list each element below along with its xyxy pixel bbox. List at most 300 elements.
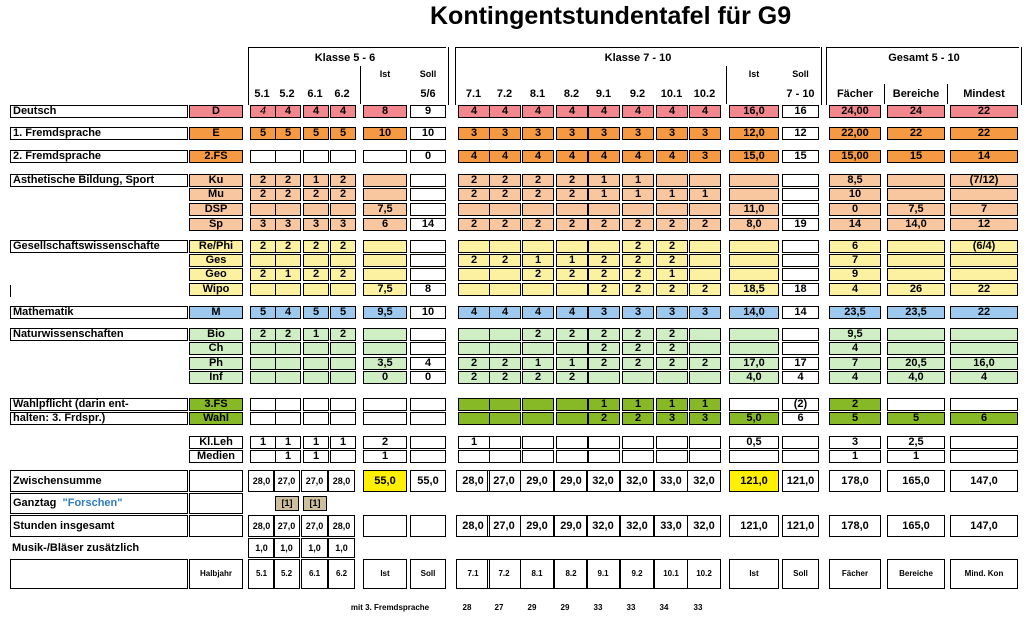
grade-cell-710: 2 (588, 268, 620, 281)
ist-56-cell (363, 174, 407, 187)
ganztag-label (10, 493, 188, 514)
grade-cell-710 (588, 203, 620, 216)
header-grade-56: 5.2 (279, 88, 295, 100)
soll-710-cell: 4 (782, 371, 819, 384)
grade-cell-710: 2 (588, 283, 620, 296)
header-grade-710: 9.2 (629, 88, 646, 100)
mindest-cell (950, 398, 1018, 411)
grade-cell-710: 2 (489, 357, 521, 370)
grid-line (448, 47, 449, 105)
grade-cell-710: 2 (489, 218, 521, 231)
soll-710-cell (782, 436, 819, 449)
grade-cell-56 (330, 342, 356, 355)
footer-grade-710: 10.1 (654, 559, 688, 589)
stunden-710: 32,0 (620, 515, 654, 537)
faecher-cell: 9,5 (829, 328, 881, 341)
grade-cell-56 (330, 254, 356, 267)
soll-56-cell (410, 254, 446, 267)
ist-56-cell (363, 412, 407, 425)
header-faecher: Fächer (836, 88, 874, 100)
zwischensumme-mindest: 147,0 (950, 470, 1018, 492)
ist-710-cell (729, 268, 779, 281)
grade-cell-56 (250, 371, 276, 384)
stunden-mindest: 147,0 (950, 515, 1018, 537)
musik-56: 1,0 (301, 538, 328, 558)
bereiche-cell (887, 342, 945, 355)
bereiche-cell: 4,0 (887, 371, 945, 384)
zwischensumme-710: 32,0 (687, 470, 721, 492)
footer-grade-710: 9.2 (620, 559, 654, 589)
grade-cell-710: 2 (458, 188, 490, 201)
stunden-710: 29,0 (554, 515, 588, 537)
bereiche-cell: 24 (887, 105, 945, 118)
grade-cell-710: 3 (656, 412, 688, 425)
soll-56-cell: 10 (410, 127, 446, 140)
grade-cell-710 (689, 174, 721, 187)
soll-56-cell (410, 328, 446, 341)
grade-cell-710: 1 (588, 174, 620, 187)
grade-cell-710: 2 (522, 188, 554, 201)
grade-cell-56: 2 (275, 174, 301, 187)
mindest-cell (950, 254, 1018, 267)
soll-56-cell (410, 412, 446, 425)
grade-cell-710 (489, 328, 521, 341)
grade-cell-56 (303, 398, 329, 411)
ist-56-cell (363, 342, 407, 355)
footer-grade-710: 10.2 (687, 559, 721, 589)
grade-cell-710 (556, 240, 588, 253)
mindest-cell (950, 450, 1018, 463)
soll-56-cell (410, 398, 446, 411)
soll-710-cell (782, 342, 819, 355)
grade-cell-56: 1 (330, 436, 356, 449)
grade-cell-56: 2 (250, 328, 276, 341)
stunden-710: 27,0 (487, 515, 521, 537)
subject-code: Inf (189, 371, 243, 384)
ist-56-cell (363, 254, 407, 267)
grade-cell-710: 4 (689, 105, 721, 118)
subject-code: Kl.Leh (189, 436, 243, 449)
soll-56-cell: 8 (410, 283, 446, 296)
grade-cell-56 (330, 203, 356, 216)
ist-56-cell (363, 240, 407, 253)
grade-cell-710 (522, 398, 554, 411)
grade-cell-56 (250, 412, 276, 425)
ganztag-56 (330, 496, 354, 511)
grade-cell-710 (689, 450, 721, 463)
grade-cell-710: 4 (656, 105, 688, 118)
faecher-cell: 1 (829, 450, 881, 463)
grade-cell-710: 1 (556, 254, 588, 267)
footer-soll-710: Soll (782, 559, 819, 589)
grade-cell-56 (275, 254, 301, 267)
grade-cell-710: 2 (656, 357, 688, 370)
soll-56-cell (410, 203, 446, 216)
grade-cell-710 (556, 342, 588, 355)
grade-cell-56: 3 (275, 218, 301, 231)
mindest-cell: 22 (950, 127, 1018, 140)
grade-cell-710: 2 (656, 254, 688, 267)
ist-710-cell (729, 188, 779, 201)
ist-56-cell (363, 268, 407, 281)
faecher-cell: 4 (829, 283, 881, 296)
faecher-cell: 0 (829, 203, 881, 216)
ist-710-cell: 0,5 (729, 436, 779, 449)
grade-cell-710: 2 (489, 188, 521, 201)
stunden-710: 32,0 (687, 515, 721, 537)
grade-cell-710: 3 (522, 127, 554, 140)
soll-710-cell (782, 254, 819, 267)
grade-cell-710 (588, 240, 620, 253)
mindest-cell: 14 (950, 150, 1018, 163)
grade-cell-710 (522, 240, 554, 253)
bottom-note-value: 28 (462, 603, 472, 612)
footer-soll-56: Soll (410, 559, 446, 589)
ist-56-cell: 10 (363, 127, 407, 140)
zwischensumme-710: 29,0 (554, 470, 588, 492)
grade-cell-710: 1 (556, 357, 588, 370)
bereiche-cell: 1 (887, 450, 945, 463)
zwischensumme-bereiche: 165,0 (887, 470, 945, 492)
grade-cell-710: 1 (622, 398, 654, 411)
bottom-note-value: 27 (494, 603, 504, 612)
grade-cell-56: 1 (275, 268, 301, 281)
grade-cell-710: 2 (489, 254, 521, 267)
bereiche-cell (887, 398, 945, 411)
ist-710-cell (729, 328, 779, 341)
grade-cell-710: 1 (588, 398, 620, 411)
faecher-cell: 23,5 (829, 306, 881, 319)
ganztag-56: [1] (303, 496, 327, 511)
grade-cell-56: 1 (275, 450, 301, 463)
zwischensumme-faecher: 178,0 (829, 470, 881, 492)
grade-cell-710: 4 (588, 150, 620, 163)
grade-cell-710 (522, 412, 554, 425)
footer-grade-710: 7.1 (456, 559, 490, 589)
soll-56-cell (410, 450, 446, 463)
footer-grade-56: 6.1 (301, 559, 328, 589)
grade-cell-710 (556, 283, 588, 296)
grade-cell-56 (303, 342, 329, 355)
ist-710-cell (729, 450, 779, 463)
soll-710-cell (782, 174, 819, 187)
bottom-note-value: 33 (593, 603, 603, 612)
grid-line (947, 84, 948, 104)
mindest-cell (950, 188, 1018, 201)
grade-cell-710 (522, 436, 554, 449)
grade-cell-56 (330, 398, 356, 411)
grade-cell-56 (250, 150, 276, 163)
grade-cell-710 (588, 371, 620, 384)
footer-grade-710: 8.2 (554, 559, 588, 589)
grade-cell-710: 2 (458, 174, 490, 187)
grade-cell-56: 2 (275, 188, 301, 201)
musik-56: 1,0 (273, 538, 300, 558)
grade-cell-56: 2 (330, 188, 356, 201)
grade-cell-710: 4 (458, 306, 490, 319)
zwischensumme-710: 28,0 (456, 470, 490, 492)
faecher-cell: 14 (829, 218, 881, 231)
grade-cell-710: 2 (656, 328, 688, 341)
stunden-56: 28,0 (328, 515, 355, 537)
grade-cell-710: 2 (458, 218, 490, 231)
grade-cell-710: 1 (656, 398, 688, 411)
faecher-cell: 7 (829, 254, 881, 267)
grade-cell-710 (489, 450, 521, 463)
grade-cell-56 (250, 254, 276, 267)
header-grade-710: 7.2 (496, 88, 513, 100)
header-bereiche: Bereiche (892, 88, 940, 100)
ist-56-cell (363, 188, 407, 201)
grade-cell-710: 2 (622, 283, 654, 296)
zwischensumme-soll-56: 55,0 (410, 470, 446, 492)
zwischensumme-56: 28,0 (328, 470, 355, 492)
soll-710-cell: 16 (782, 105, 819, 118)
faecher-cell: 4 (829, 342, 881, 355)
subject-category: Wahlpflicht (darin ent- (10, 398, 188, 411)
grade-cell-56: 1 (250, 436, 276, 449)
faecher-cell: 7 (829, 357, 881, 370)
grade-cell-56 (330, 357, 356, 370)
grade-cell-710: 2 (622, 240, 654, 253)
grade-cell-710: 4 (556, 150, 588, 163)
footer-grade-56: 5.2 (273, 559, 300, 589)
grade-cell-56 (250, 342, 276, 355)
grade-cell-710 (689, 342, 721, 355)
stunden-soll-710: 121,0 (782, 515, 819, 537)
ist-56-cell: 2 (363, 436, 407, 449)
grade-cell-710: 2 (458, 371, 490, 384)
ganztag-text: Ganztag (13, 497, 57, 509)
mindest-cell: (6/4) (950, 240, 1018, 253)
bereiche-cell: 15 (887, 150, 945, 163)
grade-cell-710 (556, 203, 588, 216)
bottom-note-value: 33 (626, 603, 636, 612)
mindest-cell: (7/12) (950, 174, 1018, 187)
grade-cell-56 (275, 203, 301, 216)
grade-cell-56 (303, 357, 329, 370)
ist-56-cell: 3,5 (363, 357, 407, 370)
soll-710-cell (782, 240, 819, 253)
header-grade-710: 8.2 (563, 88, 580, 100)
grade-cell-710: 2 (689, 283, 721, 296)
subject-code: Medien (189, 450, 243, 463)
header-soll-710: Soll (792, 68, 809, 79)
ist-710-cell (729, 240, 779, 253)
zwischensumme-soll-710: 121,0 (782, 470, 819, 492)
footer-empty (10, 559, 188, 589)
zwischensumme-ist-56: 55,0 (363, 470, 407, 492)
header-soll-56-range: 5/6 (420, 88, 436, 100)
subject-code: 2.FS (189, 150, 243, 163)
stunden-insgesamt-label: Stunden insgesamt (10, 515, 188, 537)
musik-56: 1,0 (248, 538, 275, 558)
grade-cell-710: 2 (522, 328, 554, 341)
header-grade-710: 7.1 (465, 88, 482, 100)
footer-bereiche: Bereiche (887, 559, 945, 589)
zwischensumme-label: Zwischensumme (10, 470, 188, 492)
stunden-ist-710: 121,0 (729, 515, 779, 537)
grade-cell-710: 4 (588, 105, 620, 118)
subject-category: halten: 3. Frdspr.) (10, 412, 188, 425)
grade-cell-56 (330, 150, 356, 163)
zwischensumme-ist-710: 121,0 (729, 470, 779, 492)
grid-line (884, 84, 885, 104)
grade-cell-710 (689, 268, 721, 281)
ist-710-cell: 15,0 (729, 150, 779, 163)
mindest-cell (950, 342, 1018, 355)
stunden-ist-56 (363, 515, 407, 537)
grade-cell-710 (489, 268, 521, 281)
bereiche-cell: 14,0 (887, 218, 945, 231)
ist-56-cell: 7,5 (363, 283, 407, 296)
grade-cell-710: 1 (458, 436, 490, 449)
subject-code: Ku (189, 174, 243, 187)
grid-line (10, 285, 11, 297)
grade-cell-710 (458, 342, 490, 355)
grade-cell-710: 3 (689, 306, 721, 319)
grade-cell-710 (556, 436, 588, 449)
grade-cell-56 (303, 150, 329, 163)
grade-cell-710 (622, 203, 654, 216)
soll-710-cell (782, 268, 819, 281)
grade-cell-56: 2 (330, 240, 356, 253)
grade-cell-56: 1 (303, 450, 329, 463)
musik-56: 1,0 (328, 538, 355, 558)
grid-line (455, 47, 456, 105)
faecher-cell: 8,5 (829, 174, 881, 187)
grade-cell-56 (250, 398, 276, 411)
grade-cell-710: 2 (622, 254, 654, 267)
grade-cell-710: 1 (622, 174, 654, 187)
grade-cell-710: 3 (588, 306, 620, 319)
mindest-cell (950, 328, 1018, 341)
ist-56-cell: 9,5 (363, 306, 407, 319)
stunden-soll-56 (410, 515, 446, 537)
grade-cell-710 (489, 283, 521, 296)
footer-ist-710: Ist (729, 559, 779, 589)
musik-label: Musik-/Bläser zusätzlich (12, 541, 140, 554)
grade-cell-56 (275, 150, 301, 163)
subject-category: Ästhetische Bildung, Sport (10, 174, 188, 187)
ist-710-cell: 16,0 (729, 105, 779, 118)
zwischensumme-56: 27,0 (301, 470, 328, 492)
grade-cell-710: 4 (489, 105, 521, 118)
grade-cell-710 (458, 268, 490, 281)
grade-cell-56 (303, 371, 329, 384)
grade-cell-56 (250, 450, 276, 463)
grade-cell-710: 2 (522, 268, 554, 281)
grade-cell-710 (522, 342, 554, 355)
footer-grade-710: 7.2 (487, 559, 521, 589)
grade-cell-710 (489, 203, 521, 216)
grade-cell-710: 2 (622, 328, 654, 341)
bereiche-cell: 5 (887, 412, 945, 425)
bottom-note-value: 29 (527, 603, 537, 612)
grade-cell-710 (689, 254, 721, 267)
header-grade-56: 6.1 (307, 88, 323, 100)
grade-cell-56 (330, 283, 356, 296)
header-ist-56: Ist (379, 68, 391, 79)
grade-cell-710 (522, 450, 554, 463)
grade-cell-56: 2 (303, 240, 329, 253)
grade-cell-56: 2 (250, 240, 276, 253)
grade-cell-56: 2 (250, 268, 276, 281)
grade-cell-710: 3 (689, 150, 721, 163)
grade-cell-710 (522, 283, 554, 296)
grade-cell-710: 1 (522, 357, 554, 370)
grade-cell-710: 2 (656, 218, 688, 231)
subject-code: Mu (189, 188, 243, 201)
grade-cell-710: 2 (588, 328, 620, 341)
zwischensumme-710: 32,0 (586, 470, 620, 492)
ganztag-56 (250, 496, 274, 511)
header-grade-56: 6.2 (334, 88, 350, 100)
ist-710-cell: 17,0 (729, 357, 779, 370)
soll-710-cell: 14 (782, 306, 819, 319)
bottom-note-value: 34 (659, 603, 669, 612)
ist-710-cell: 18,5 (729, 283, 779, 296)
bottom-note-value: 33 (693, 603, 703, 612)
grade-cell-710 (656, 436, 688, 449)
grade-cell-56 (303, 254, 329, 267)
grade-cell-710: 1 (522, 254, 554, 267)
soll-710-cell: (2) (782, 398, 819, 411)
grade-cell-710: 2 (522, 174, 554, 187)
subject-code: Ges (189, 254, 243, 267)
grade-cell-710 (588, 436, 620, 449)
subject-category: Deutsch (10, 105, 188, 118)
grade-cell-710 (689, 436, 721, 449)
grade-cell-710: 4 (522, 105, 554, 118)
grid-line (455, 47, 820, 48)
stunden-56: 27,0 (301, 515, 328, 537)
grade-cell-56: 2 (250, 174, 276, 187)
soll-56-cell (410, 188, 446, 201)
header-gesamt-5-10: Gesamt 5 - 10 (888, 52, 960, 64)
subject-code: Ph (189, 357, 243, 370)
faecher-cell: 2 (829, 398, 881, 411)
bereiche-cell (887, 188, 945, 201)
grade-cell-710: 3 (689, 412, 721, 425)
stunden-faecher: 178,0 (829, 515, 881, 537)
header-ist-710: Ist (748, 68, 760, 79)
subject-code: Wipo (189, 283, 243, 296)
header-grade-710: 8.1 (529, 88, 546, 100)
ist-56-cell: 8 (363, 105, 407, 118)
mindest-cell: 22 (950, 105, 1018, 118)
soll-56-cell (410, 342, 446, 355)
mindest-cell: 22 (950, 306, 1018, 319)
grade-cell-710 (622, 436, 654, 449)
soll-710-cell: 17 (782, 357, 819, 370)
grade-cell-56: 5 (303, 127, 329, 140)
ganztag-56: [1] (275, 496, 299, 511)
subject-code: 3.FS (189, 398, 243, 411)
grade-cell-56: 5 (330, 127, 356, 140)
grade-cell-56: 2 (330, 328, 356, 341)
subject-category: Naturwissenschaften (10, 328, 188, 341)
grade-cell-56 (275, 283, 301, 296)
ganztag-code (189, 493, 243, 514)
soll-710-cell: 6 (782, 412, 819, 425)
grade-cell-710 (656, 203, 688, 216)
grade-cell-710 (489, 240, 521, 253)
bereiche-cell: 26 (887, 283, 945, 296)
grade-cell-710: 3 (689, 127, 721, 140)
grade-cell-710: 3 (656, 127, 688, 140)
soll-56-cell: 0 (410, 150, 446, 163)
